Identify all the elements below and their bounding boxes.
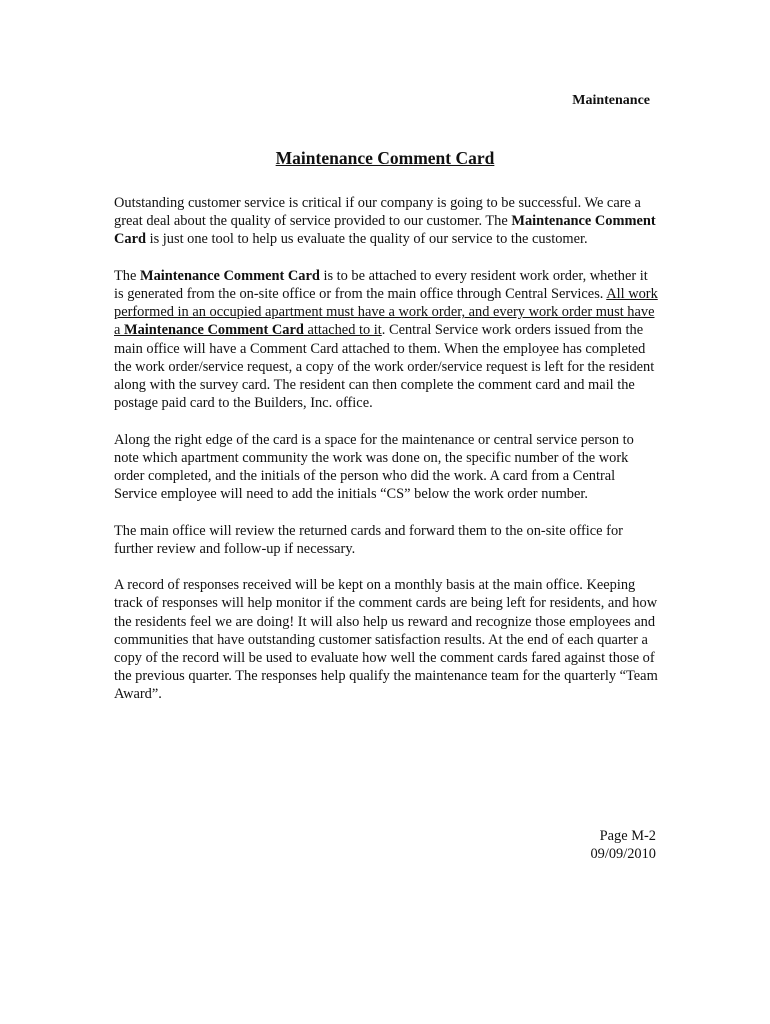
text-span: The	[114, 267, 140, 284]
text-span: is just one tool to help us evaluate the quality of our service to the customer.	[145, 231, 588, 248]
page-number: Page M-2	[599, 828, 656, 844]
paragraph-card-edge: Along the right edge of the card is a space for the maintenance or central service person to note which apartment community the work was done on, the specific number of the work order completed, and the initials of the person who did the work. A card from a Central Service employee will need to add the initials “CS” below the work order number.	[114, 431, 634, 503]
revision-date: 09/09/2010	[590, 846, 656, 863]
paragraph-intro	[114, 194, 660, 249]
underlined-requirement: All work performed in an occupied apartment must have a work order, and every work order must have a	[114, 286, 658, 339]
text-span: is to be attached to every resident work order, whether it is generated from the on-site office or from the main office through Central Services.	[114, 267, 648, 302]
paragraph-review: The main office will review the returned cards and forward them to the on-site office for further review and follow-up if necessary.	[114, 522, 623, 557]
underlined-requirement-end: attached to it	[303, 322, 382, 339]
bold-underlined-term: Maintenance Comment Card	[124, 322, 304, 339]
page-footer	[590, 827, 656, 863]
section-header: Maintenance	[572, 93, 650, 108]
bold-term: Maintenance Comment Card	[139, 267, 320, 284]
text-span: Outstanding customer service is critical if our company is going to be successful. We care a great deal about the quality of service provided to our customer. The	[114, 195, 641, 230]
page-title: Maintenance Comment Card	[275, 148, 495, 168]
bold-term: Maintenance Comment Card	[114, 213, 656, 248]
paragraph-records: A record of responses received will be kept on a monthly basis at the main office. Keeping track of responses will help monitor if the comment cards are being left for residents, and how the residents feel we are doing! It will also help us reward and recognize those employees and communities that have outstanding customer satisfaction results. At the end of each quarter a copy of the record will be used to evaluate how well the comment cards fared against those of the previous quarter. The responses help qualify the maintenance team for the quarterly “Team Award”.	[114, 577, 658, 703]
text-span: . Central Service work orders issued from the main office will have a Comment Card attached to them. When the employee has completed the work order/service request, a copy of the work order/service request is left for the resident along with the survey card. The resident can then complete the comment card and mail the postage paid card to the Builders, Inc. office.	[114, 322, 655, 412]
paragraph-attachment	[114, 267, 660, 413]
document-body	[114, 194, 660, 722]
